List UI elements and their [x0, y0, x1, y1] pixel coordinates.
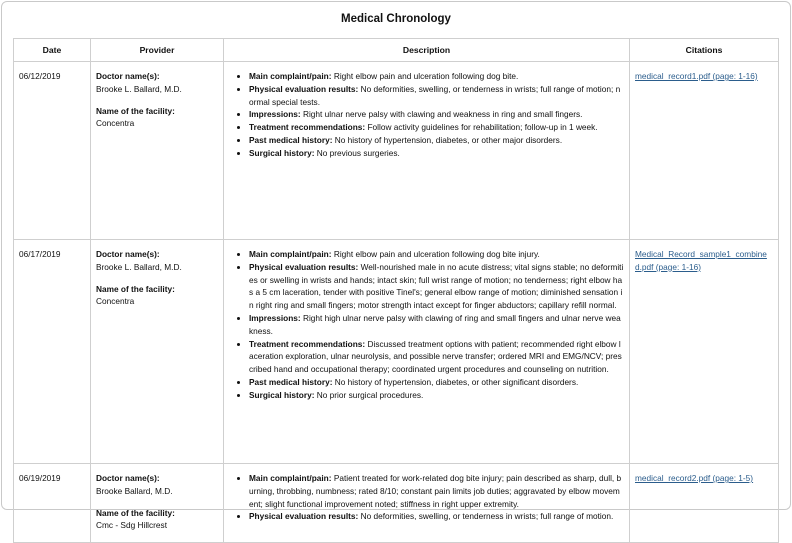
list-item: [249, 70, 624, 83]
doctor-name: Brooke L. Ballard, M.D.: [96, 83, 182, 94]
list-item: [249, 338, 624, 376]
table-row: [14, 62, 779, 240]
item-key: Past medical history:: [249, 376, 333, 387]
header-provider: Provider: [91, 39, 224, 62]
list-item: [249, 376, 624, 389]
item-value: No deformities, swelling, or tenderness in wrists; full range of motion.: [358, 511, 614, 522]
item-value: Patient treated for work-related dog bite injury; pain described as sharp, dull, burning, throbbing, numbness; rated 8/10; constant pain limits job duties; aggravated by elbow movement; slight functional improvement noted; stiffness in right upper extremity.: [249, 473, 622, 509]
item-value: Follow activity guidelines for rehabilitation; follow-up in 1 week.: [365, 122, 598, 133]
provider-cell: [91, 240, 224, 464]
facility-label: Name of the facility:: [96, 283, 175, 294]
description-cell: [224, 464, 630, 543]
item-key: Physical evaluation results:: [249, 83, 359, 94]
header-date: Date: [14, 39, 91, 62]
item-value: Right elbow pain and ulceration following dog bite injury.: [331, 249, 540, 259]
item-key: Past medical history:: [249, 134, 333, 145]
date-cell: 06/17/2019: [14, 240, 91, 464]
list-item: [249, 248, 624, 261]
item-value: Discussed treatment options with patient; recommended right elbow laceration exploration, ulnar neurolysis, and possible nerve transfer; ordered MRI and EMG/NCV; prescribed hand and occupational therapy; coordinated urgent procedures and counseling on nutrition.: [249, 338, 622, 375]
facility-label: Name of the facility:: [96, 507, 175, 518]
item-key: Surgical history:: [249, 147, 315, 158]
list-item: [249, 261, 624, 312]
item-value: No history of hypertension, diabetes, or other major disorders.: [332, 134, 563, 145]
table-row: [14, 464, 779, 543]
item-key: Main complaint/pain:: [249, 249, 332, 259]
description-cell: [224, 240, 630, 464]
item-value: No previous surgeries.: [314, 147, 400, 158]
description-list: [229, 472, 624, 523]
item-key: Impressions:: [249, 109, 301, 120]
facility-name: Concentra: [96, 296, 135, 307]
description-cell: [224, 62, 630, 240]
item-key: Main complaint/pain:: [249, 473, 332, 483]
citation-cell: [630, 464, 779, 543]
description-list: [229, 70, 624, 160]
item-value: Right elbow pain and ulceration following dog bite.: [331, 71, 519, 81]
item-value: No prior surgical procedures.: [314, 389, 424, 400]
doctor-name: Brooke Ballard, M.D.: [96, 485, 173, 496]
item-value: No deformities, swelling, or tenderness in wrists; full range of motion; normal special tests.: [249, 83, 621, 107]
list-item: [249, 510, 624, 523]
table-row: [14, 240, 779, 464]
provider-cell: [91, 464, 224, 543]
item-key: Treatment recommendations:: [249, 122, 366, 133]
facility-label: Name of the facility:: [96, 105, 175, 116]
citation-link[interactable]: medical_record2.pdf (page: 1-5): [635, 473, 754, 483]
facility-name: Concentra: [96, 118, 135, 129]
item-key: Main complaint/pain:: [249, 71, 332, 81]
doctor-label: Doctor name(s):: [96, 71, 160, 81]
doctor-name: Brooke L. Ballard, M.D.: [96, 261, 182, 272]
header-description: Description: [224, 39, 630, 62]
citation-link[interactable]: Medical_Record_sample1_combined.pdf (page: 1-16): [635, 249, 767, 272]
item-value: Right high ulnar nerve palsy with clawing of ring and small fingers and ulnar nerve weakness.: [249, 312, 621, 336]
facility-name: Cmc - Sdg Hillcrest: [96, 520, 167, 531]
list-item: [249, 83, 624, 109]
citation-cell: [630, 240, 779, 464]
description-list: [229, 248, 624, 402]
doctor-label: Doctor name(s):: [96, 473, 160, 483]
list-item: [249, 108, 624, 121]
item-key: Physical evaluation results:: [249, 261, 359, 272]
table-header-row: [14, 39, 779, 62]
list-item: [249, 134, 624, 147]
doctor-label: Doctor name(s):: [96, 249, 160, 259]
item-value: Well-nourished male in no acute distress; vital signs stable; no deformities or swelling in wrists and hands; intact skin; full wrist range of motion; no tenderness; right elbow has a 5 cm laceration, tender with positive Tinel's; general elbow range of motion; diminished sensation in right ring and small fingers; motor strength intact except for finger abductors; capillary refill normal.: [249, 261, 624, 311]
header-citations: Citations: [630, 39, 779, 62]
date-cell: 06/12/2019: [14, 62, 91, 240]
list-item: [249, 312, 624, 338]
citation-cell: [630, 62, 779, 240]
document-frame: [1, 1, 791, 531]
list-item: [249, 147, 624, 160]
item-value: Right ulnar nerve palsy with clawing and weakness in ring and small fingers.: [300, 109, 583, 120]
item-key: Treatment recommendations:: [249, 338, 366, 349]
item-key: Physical evaluation results:: [249, 511, 359, 522]
item-key: Impressions:: [249, 312, 301, 323]
list-item: [249, 121, 624, 134]
provider-cell: [91, 62, 224, 240]
page-title: Medical Chronology: [341, 13, 451, 25]
citation-link[interactable]: medical_record1.pdf (page: 1-16): [635, 71, 758, 81]
list-item: [249, 472, 624, 510]
list-item: [249, 389, 624, 402]
chronology-table: [13, 38, 779, 543]
item-value: No history of hypertension, diabetes, or other significant disorders.: [332, 376, 579, 387]
date-cell: 06/19/2019: [14, 464, 91, 543]
item-key: Surgical history:: [249, 389, 315, 400]
